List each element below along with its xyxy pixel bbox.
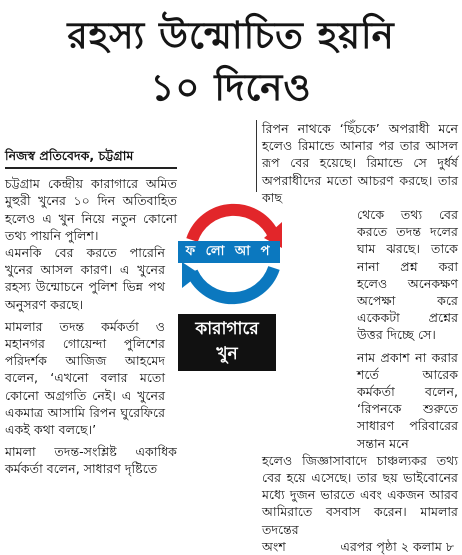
paragraph-5-wrap: নাম প্রকাশ না করার শর্তে আরেক কর্মকর্তা বলেন, ‘রিপনকে শুরুতে সাধারণ পরিবারের সন্তান মনে xyxy=(357,349,458,451)
paragraph-5-full: হলেও জিজ্ঞাসাবাদে চাঞ্চল্যকর তথ্য বের হয়ে এসেছে। তার ছয় ভাইবোনের মধ্যে দুজন ভারতে এবং একজন আরব আমিরাতে বসবাস করেন। মামলার তদন্তের xyxy=(262,452,458,537)
article-column-right xyxy=(262,120,458,555)
topic-label-line-1: কারাগারে xyxy=(195,319,259,339)
column-divider xyxy=(256,120,257,192)
blue-arc xyxy=(192,268,274,298)
headline xyxy=(0,10,462,114)
paragraph-2: মামলার তদন্ত কর্মকর্তা ও মহানগর গোয়েন্দা পুলিশের পরিদর্শক আজিজ আহমেদ বলেন, ‘এখনো বলার মতো কোনো অগ্রগতি নেই। এ খুনের একমাত্র আসামি রিপন ঘুরেফিরে একই কথা বলছে।’ xyxy=(5,318,165,438)
topic-label xyxy=(178,314,276,371)
paragraph-1-full: চট্টগ্রাম কেন্দ্রীয় কারাগারে অমিত মুহুরী খুনের ১০ দিন অতিবাহিত হলেও এ খুন নিয়ে নতুন কোনো তথ্য পায়নি পুলিশ। xyxy=(5,176,177,243)
headline-line-1: রহস্য উন্মোচিত হয়নি xyxy=(67,14,395,57)
continuation-line xyxy=(262,538,458,555)
paragraph-4-wrap: থেকে তথ্য বের করতে তদন্ত দলের ঘাম ঝরছে। তাকে নানা প্রশ্ন করা হলেও অনেকক্ষণ অপেক্ষা করে একেকটা প্রশ্নের উত্তর দিচ্ছে সে। xyxy=(357,207,458,343)
headline-line-2: ১০ দিনেও xyxy=(150,66,312,109)
article-column-left xyxy=(5,147,177,478)
continued-on-page-note: এরপর পৃষ্ঠা ২ কলাম ৮ xyxy=(340,538,454,554)
continuation-word: অংশ xyxy=(262,538,286,554)
previous-article-strip xyxy=(0,0,462,5)
red-arc xyxy=(192,210,274,240)
follow-up-badge: ফ লো আ প xyxy=(178,241,280,263)
paragraph-3: মামলা তদন্ত-সংশ্লিষ্ট একাধিক কর্মকর্তা বলেন, সাধারণ দৃষ্টিতে xyxy=(5,444,177,477)
topic-label-line-2: খুন xyxy=(216,344,238,364)
paragraph-1-wrap: এমনকি বের করতে পারেনি খুনের আসল কারণ। এ খুনের রহস্য উন্মোচনে পুলিশ ভিন্ন পথ অনুসরণ করছে। xyxy=(5,245,165,312)
paragraph-4-full: রিপন নাথকে ‘ছিঁচকে’ অপরাধী মনে হলেও রিমান্ডে আনার পর তার আসল রূপ বের হয়েছে। রিমান্ডে সে দুর্ধর্ষ অপরাধীদের মতো আচরণ করছে। তার কাছ xyxy=(262,121,458,205)
byline: নিজস্ব প্রতিবেদক, চট্টগ্রাম xyxy=(5,147,177,169)
